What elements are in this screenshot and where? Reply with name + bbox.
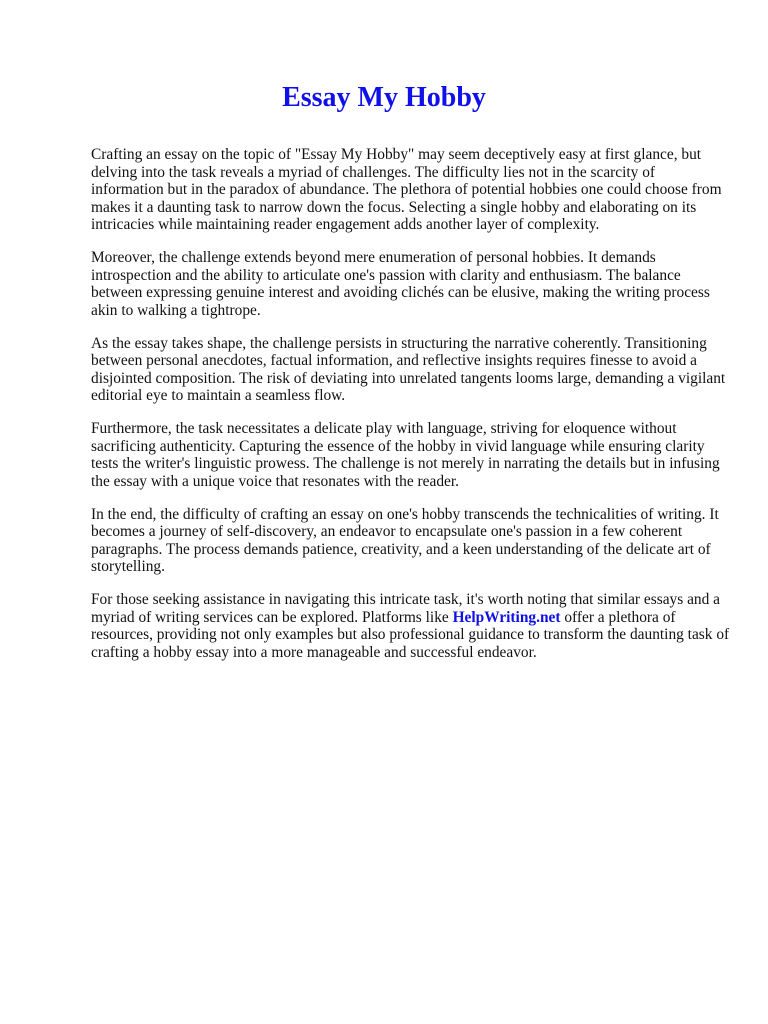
- paragraph-6-text-before-link: For those seeking assistance in navigating this intricate task, it's worth noting that similar essays and a myriad of writing services can be explored. Platforms like: [91, 591, 720, 626]
- document-body: [91, 146, 731, 677]
- paragraph-3: As the essay takes shape, the challenge persists in structuring the narrative coherently. Transitioning between personal anecdotes, factual information, and reflective insights requires finesse to avoid a disjointed composition. The risk of deviating into unrelated tangents looms large, demanding a vigilant editorial eye to maintain a seamless flow.: [91, 334, 726, 404]
- paragraph-5: In the end, the difficulty of crafting an essay on one's hobby transcends the technicalities of writing. It becomes a journey of self-discovery, an endeavor to encapsulate one's passion in a few coherent paragraphs. The process demands patience, creativity, and a keen understanding of the delicate art of storytelling.: [91, 505, 719, 575]
- document-title: Essay My Hobby: [282, 82, 486, 113]
- paragraph-4: Furthermore, the task necessitates a delicate play with language, striving for eloquence without sacrificing authenticity. Capturing the essence of the hobby in vivid language while ensuring clarity tests the writer's linguistic prowess. The challenge is not merely in narrating the details but in infusing the essay with a unique voice that resonates with the reader.: [91, 420, 720, 490]
- paragraph-1: Crafting an essay on the topic of "Essay My Hobby" may seem deceptively easy at first glance, but delving into the task reveals a myriad of challenges. The difficulty lies not in the scarcity of information but in the paradox of abundance. The plethora of potential hobbies one could choose from makes it a daunting task to narrow down the focus. Selecting a single hobby and elaborating on its intricacies while maintaining reader engagement adds another layer of complexity.: [91, 146, 722, 233]
- paragraph-6: [91, 591, 731, 661]
- paragraph-6-text-after-link: offer a plethora of resources, providing not only examples but also professional guidance to transform the daunting task of crafting a hobby essay into a more manageable and successful endeavor.: [91, 608, 730, 661]
- helpwriting-link[interactable]: HelpWriting.net: [452, 608, 561, 626]
- paragraph-2: Moreover, the challenge extends beyond mere enumeration of personal hobbies. It demands introspection and the ability to articulate one's passion with clarity and enthusiasm. The balance between expressing genuine interest and avoiding clichés can be elusive, making the writing process akin to walking a tightrope.: [91, 249, 710, 319]
